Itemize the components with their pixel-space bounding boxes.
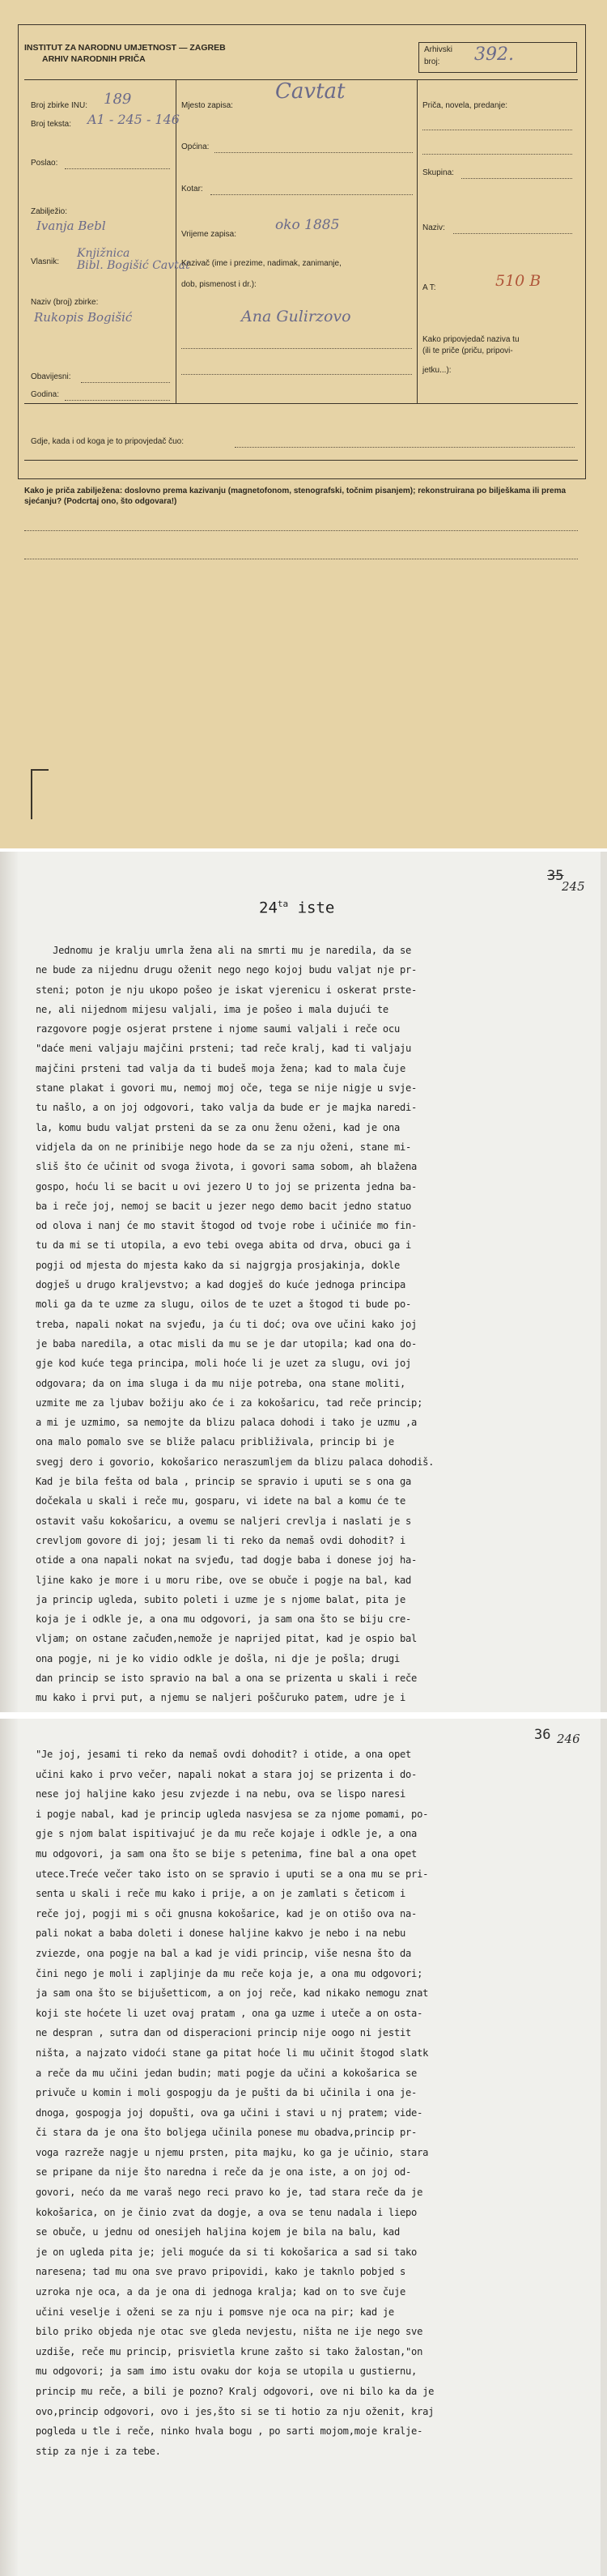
text-line: "daće meni valjaju majčini prsteni; tad reče kralj, kad ti valjaju [36,1043,412,1055]
value-broj-teksta: A1 - 245 - 146 [87,112,180,127]
dotted-line [453,233,572,234]
text-line: pali nokat a baba doleti i donese haljine kakvo je nebo i na nebu [36,1928,406,1940]
text-line: a reče da mu učini jedan budin; mati pogje da učini a kokošarica se [36,2067,418,2079]
binding-gutter [0,852,18,1712]
archive-number-value: 392. [474,45,514,65]
text-line: dan princip se isto spravio na bal a ona se prizenta u skali i reče [36,1672,418,1684]
label-kako-pripovijedac-3: jetku...): [422,366,452,375]
text-line: gje s njom balat ispitivajuć je da mu reče kojaje i odkle je, a ona [36,1828,418,1840]
label-broj-teksta: Broj teksta: [31,120,72,129]
text-line: ovo,princip odgovori, ovo i jes,što si se ti hotio za nju oženit, kraj [36,2405,435,2417]
text-line: uzroka nje oca, a da je ona di jednoga kralja; kad on to sve čuje [36,2286,406,2298]
text-line: učini veselje i oženi se za nju i pomsve nje oca na pir; kad je [36,2306,394,2318]
binding-gutter [0,1719,18,2576]
text-line: ona malo pomalo sve se bliže palacu približivala, princip bi je [36,1436,394,1448]
text-line: Kad je bila fešta od bala , princip se spravio i uputi se s ona ga [36,1476,412,1488]
text-line: govori, nećo da me varaš nego reci pravo ko je, tad stara reče da je [36,2187,423,2199]
text-line: Jednomu je kralju umrla žena ali na smrti mu je naredila, da se [36,945,412,956]
text-line: privuče u komin i moli gospogju da je pušti da bi učinila i ona je- [36,2087,418,2099]
text-line: se obuče, u jednu od onesijeh haljina kojem je bila na balu, kad [36,2226,400,2238]
institute-name: INSTITUT ZA NARODNU UMJETNOST — ZAGREB [24,43,226,53]
text-line: gje kod kuće tega principa, moli hoće li je uzet za slugu, ovi joj [36,1358,412,1370]
text-line: kokošarica, on je činio zvat da dogje, a ova se tenu nadala i liepo [36,2206,418,2218]
text-line: ne despran , sutra dan od disperacioni princip nije oogo ni jestit [36,2027,412,2039]
text-line: voga razreže nagje u njemu prsten, pita majku, ko ga je učinio, stara [36,2146,429,2158]
text-line: svegj dero i govorio, kokošarico neraszumljem da blizu palaca dohodiš. [36,1456,435,1468]
label-kotar: Kotar: [181,185,203,193]
text-line: odgovara; da on ima sluga i da mu nije potreba, ona stane moliti, [36,1377,406,1389]
label-skupina: Skupina: [422,168,454,177]
dotted-line [461,178,572,179]
label-prica-vrsta: Priča, novela, predanje: [422,101,508,110]
dotted-line [81,382,170,383]
text-line: steni; poton je nju ukopo pošeo je iskat vjerenicu i oskerat prste- [36,984,418,996]
page-number-struck: 35 [547,868,564,884]
value-mjesto: Cavtat [275,79,346,104]
text-line: vidjela da on ne prinibije nego hode da se za nju oženi, stane mi- [36,1141,412,1153]
value-vlasnik: Knjižnica Bibl. Bogišić Cavtat [77,247,190,272]
card-header [24,42,226,65]
text-line: moli ga da te uzme za slugu, oilos de te uzet a štogod ti bude po- [36,1299,412,1311]
text-line: dočekala u skali i reče mu, gosparu, vi idete na bal a komu će te [36,1495,406,1507]
corner-bracket [31,769,49,819]
text-line: stip za nje i za tebe. [36,2445,161,2457]
text-line: ba i reče joj, nemoj se bacit u jezer nego demo bacit jedno statuo [36,1200,412,1212]
page-edge [601,852,607,1712]
text-line: dogješ u drugo kraljevstvo; a kad dogješ do kuće jednoga principa [36,1279,406,1291]
text-line: od olova i nanj će mo stavit štogod od tvoje robe i učiniće mo fin- [36,1220,418,1232]
archive-card [0,0,607,848]
text-line: mu kako i prvi put, a njemu se naljeri poščuruko patem, udre je i [36,1692,406,1704]
label-zabiljezio: Zabilježio: [31,207,68,216]
text-line: stane plakat i govori mu, nemoj moj oče, tega se nije nigje u svje- [36,1082,418,1095]
dotted-line [214,152,413,153]
arhivski-label: Arhivski [424,45,453,54]
text-line: razgovore pogje osjerat prstene i njome saumi valjali i reče ocu [36,1023,400,1035]
text-line: či stara da je ona što boljega učinila ponese mu obadva,princip pr- [36,2127,418,2139]
text-line: la, komu budu valjat prsteni da se za onu ženu oženi, kad je ona [36,1121,400,1133]
text-line: naresena; tad mu ona sve pravo pripovidi, kako je taknlo pobjed s [36,2266,406,2278]
recording-method-note: Kako je priča zabilježena: doslovno prema kazivanju (magnetofonom, stenografski, točnim pisanjem); rekonstruirana po bilješkama ili prema sjećanju? (Podcrtaj ono, što odgovara!) [24,487,567,506]
dotted-line [65,400,170,401]
text-line: treba, napali nokat na svjeđu, ja ću ti doć; ova ove učini kako joj [36,1318,418,1330]
text-line: dnoga, gospogja joj dopušti, ova ga učini i stavi u nj pratem; vide- [36,2106,423,2119]
title-number: 24 [259,899,278,917]
story-text [36,941,599,1708]
label-naziv-zbirke: Naziv (broj) zbirke: [31,298,99,307]
label-mjesto-zapisa: Mjesto zapisa: [181,101,233,110]
page-number-pencil: 246 [557,1732,580,1746]
typed-page-1 [0,852,607,1712]
text-line: uzmite me za ljubav božiju ako će i za kokošaricu, tad reče princip; [36,1396,423,1409]
row-divider [24,460,578,461]
label-kako-pripovijedac: Kako pripovjedač naziva tu [422,335,520,344]
story-title [259,899,334,916]
label-obavijesteni: Obavijesni: [31,372,71,381]
dotted-line [181,348,412,349]
text-line: se pripane da nije što naredna i reče da je ona iste, a on joj od- [36,2166,412,2179]
text-line: princip mu reče, a bili je pozno? Kralj odgovori, ove ni bilo ka da je [36,2386,435,2397]
label-poslao: Poslao: [31,159,58,168]
text-line: čini nego je moli i zapljinje da mu reče koja je, a ona mu odgovori; [36,1967,423,1979]
text-line: mu odgovori; ja sam imo istu ovaku dor koja se utopila u gustiernu, [36,2366,418,2378]
label-kazivac: Kazivač (ime i prezime, nadimak, zanimanje, [181,259,342,268]
broj-label: broj: [424,57,440,66]
text-line: pogleda u tle i reče, ninko hvala bogu , po sarti mojom,moje kralje- [36,2425,423,2438]
dotted-line [24,530,578,531]
text-line: tu našlo, a on joj odgovori, tako valja da bude er je majka naredi- [36,1102,418,1114]
label-godina: Godina: [31,390,60,399]
text-line: ona pogje, ni je ko vidio odkle je došla, ni dje je pošla; drugi [36,1652,400,1664]
text-line: ostavit vašu kokošaricu, a ovemu se naljeri crevlja i naslati je s [36,1515,412,1527]
text-line: utece.Treće večer tako isto on se spravio i uputi se a ona mu se pri- [36,1868,429,1880]
text-line: ja princip ugleda, subito poleti i uzme je s njome balat, pita je [36,1593,406,1605]
story-text-continued [36,1745,599,2461]
archive-number-box [418,42,577,73]
page-edge [601,1719,607,2576]
text-line: vljam; on ostane začuđen,nemože je naprijed pitat, kad je ospio bal [36,1633,418,1645]
text-line: je baba naredila, a otac misli da mu se je dar utopila; kad ona do- [36,1337,418,1350]
page-separator [0,1712,607,1719]
text-line: "Je joj, jesami ti reko da nemaš ovdi dohodit? i otide, a ona opet [36,1749,412,1760]
archive-name: ARHIV NARODNIH PRIČA [42,54,146,64]
value-vrijeme: oko 1885 [275,217,340,233]
value-at: 510 B [495,272,541,290]
value-broj-zbirke: 189 [104,91,132,108]
text-line: mu odgovori, ja sam ona što se bije s petenima, fine bal a ona opet [36,1847,418,1860]
text-line: majčini prsteni tad valja da ti budeš moja žena; kad to mala čuje [36,1062,406,1074]
text-line: gospo, hoću li se bacit u ovi jezero U to joj se prizenta jedna ba- [36,1180,418,1192]
column-divider [417,79,418,403]
text-line: i pogje nabal, kad je princip ugleda nasvjesa se za njome pomami, po- [36,1808,429,1820]
label-vlasnik: Vlasnik: [31,257,60,266]
dotted-line [181,374,412,375]
label-vrijeme-zapisa: Vrijeme zapisa: [181,230,236,239]
text-line: crevljom govore di joj; jesam li ti reko da nemaš ovdi dohodit? i [36,1534,406,1546]
text-line: koji ste hoćete li uzet ovaj pratam , ona ga uzme i uteče a on osta- [36,2007,423,2019]
text-line: ljine kako je more i u moru ribe, ove se obuče i pogje na bal, kad [36,1574,412,1586]
text-line: nese joj haljine kako jesu zvjezde i na nebu, ova se lispo naresi [36,1788,406,1800]
text-line: tu da mi se ti utopila, a evo tebi ovega abita od drva, obuci ga i [36,1239,412,1252]
text-line: ja sam ona što se bijušetticom, a on joj reče, kad nikako nemogu znat [36,1987,429,2000]
text-line: ništa, a najzato vidoći stane ga pitat hoće li mu učinit štogod slatk [36,2047,429,2059]
value-kazivac: Ana Gulirzovo [241,308,351,325]
text-line: senta u skali i reče mu kako i prije, a on je zamlati s četicom i [36,1888,406,1900]
label-kako-pripovijedac-2: (ili te priče (priču, pripovi- [422,346,513,355]
label-opcina: Općina: [181,142,210,151]
text-line: ne bude za nijednu drugu oženit nego nego kojoj budu valjat nje pr- [36,964,418,976]
text-line: uzdiše, reče mu princip, prisvietla krune zašto si tako žalostan,"on [36,2345,423,2357]
label-at: A T: [422,283,436,292]
text-line: otide a ona napali nokat na svjeđu, tad dogje baba i donese joj ha- [36,1554,418,1566]
label-gdje-kada: Gdje, kada i od koga je to pripovjedač čuo: [31,437,185,446]
label-broj-zbirke: Broj zbirke INU: [31,101,88,110]
label-dob: dob, pismenost i dr.): [181,280,257,289]
text-line: zviezde, ona pogje na bal a kad je vidi princip, više nesna što da [36,1947,412,1959]
row-divider [24,403,578,404]
page-number: 36 [534,1727,551,1743]
title-suffix: ta [277,899,289,909]
text-line: učini kako i prvo večer, napali nokat a stara joj se prizenta i do- [36,1768,418,1780]
title-word: iste [288,899,335,917]
text-line: bilo priko objeda nje otac sve gleda nevjestu, ništa ne ije nego sve [36,2326,423,2338]
value-zabiljezio: Ivanja Bebl [36,219,106,233]
dotted-line [422,154,572,155]
dotted-line [235,447,575,448]
text-line: sliš što će učinit od svoga života, i govori sama sobom, ah blažena [36,1161,418,1173]
label-naziv: Naziv: [422,223,445,232]
dotted-line [65,168,170,169]
text-line: koja je i odkle je, a ona mu odgovori, ja sam ona što se biju cre- [36,1613,412,1626]
text-line: ne, ali nijednom mijesu valjali, ima je pošeo i mala dujući te [36,1003,388,1015]
page-number-pencil: 245 [562,879,585,894]
value-zbirka: Rukopis Bogišić [34,310,133,325]
text-line: a mi je uzmimo, sa nemojte da blizu palaca dohodi i tako je uzmu ,a [36,1417,418,1429]
typed-page-2 [0,1719,607,2576]
text-line: pogji od mjesta do mjesta kako da si najgrgja prosjakinja, dokle [36,1259,400,1271]
text-line: reče joj, pogji mi s oči gnusna kokošarice, kad je on otišo ova na- [36,1907,418,1919]
dotted-line [210,194,413,195]
text-line: je on ugleda pita je; jeli moguće da si ti kokošarica a sad si tako [36,2246,418,2258]
